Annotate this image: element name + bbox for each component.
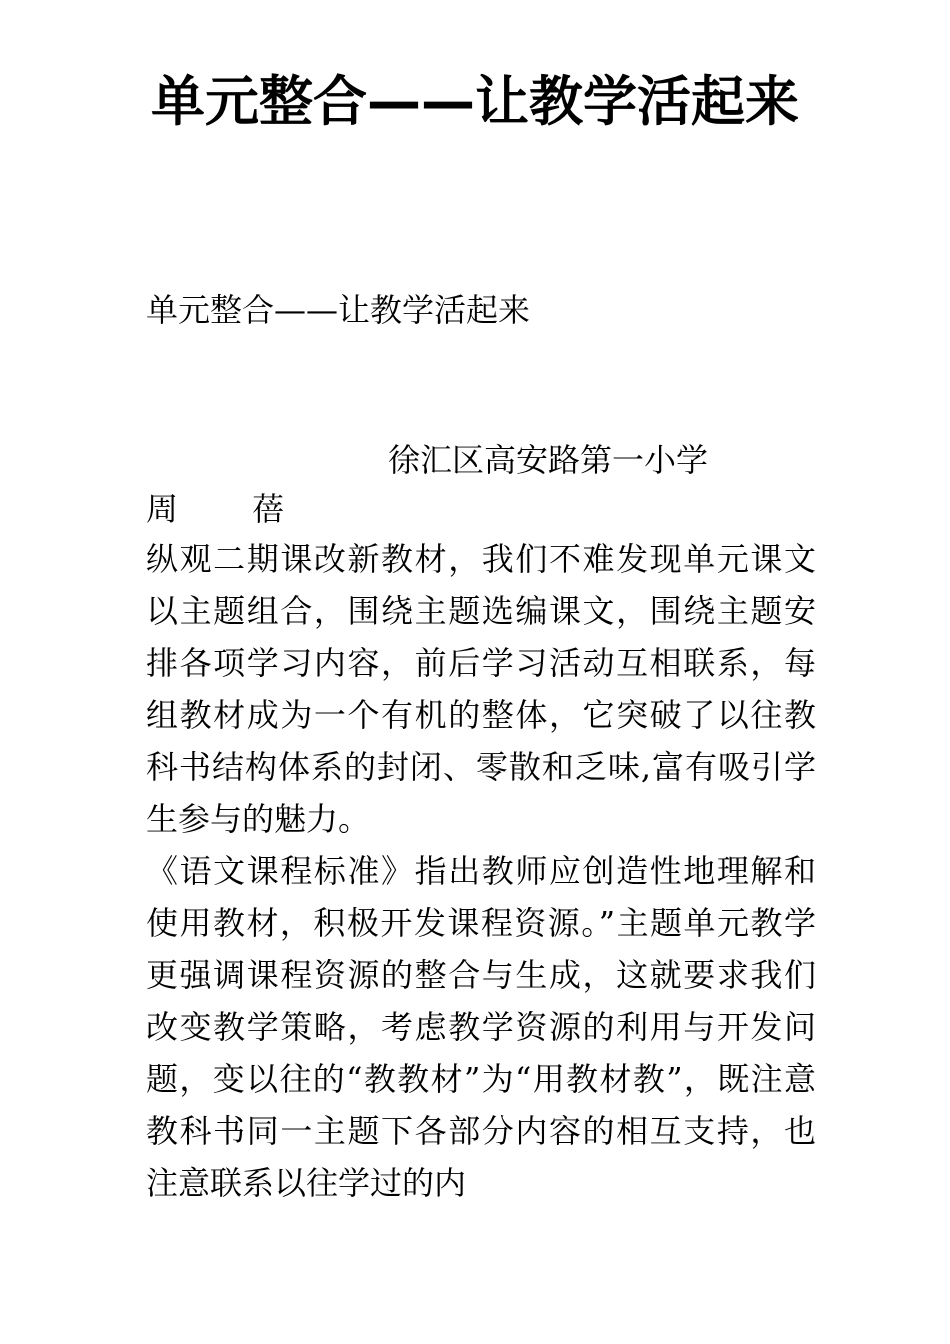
author-name <box>146 485 284 533</box>
document-body <box>146 533 816 1209</box>
author-given-name: 蓓 <box>252 490 285 528</box>
body-paragraph: 纵观二期课改新教材，我们不难发现单元课文以主题组合，围绕主题选编课文，围绕主题安排各项学习内容，前后学习活动互相联系，每组教材成为一个有机的整体，它突破了以往教科书结构体系的封闭、零散和乏味,富有吸引学生参与的魅力。 <box>146 540 816 838</box>
document-title: 单元整合——让教学活起来 <box>151 70 799 133</box>
author-school: 徐汇区高安路第一小学 <box>388 441 709 479</box>
body-paragraph: 《语文课程标准》指出教师应创造性地理解和使用教材，积极开发课程资源。”主题单元教学更强调课程资源的整合与生成，这就要求我们改变教学策略，考虑教学资源的利用与开发问题，变以往的“教教材”为“用教材教”，既注意教科书同一主题下各部分内容的相互支持，也注意联系以往学过的内 <box>146 852 816 1202</box>
document-subtitle: 单元整合——让教学活起来 <box>146 291 531 329</box>
author-family-name: 周 <box>146 490 179 528</box>
